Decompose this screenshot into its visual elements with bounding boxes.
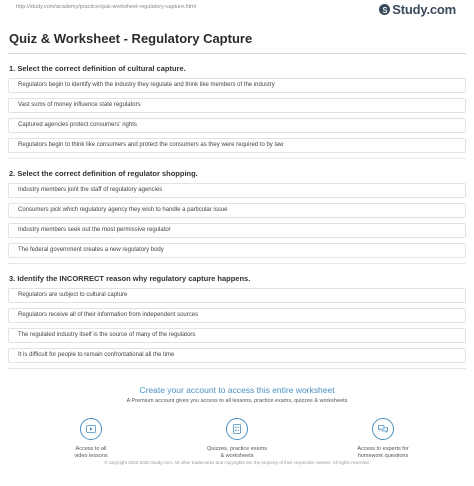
answer-option[interactable]: Regulators receive all of their information from independent sources xyxy=(8,308,466,323)
question-3 xyxy=(8,274,466,369)
answer-option[interactable]: Regulators are subject to cultural capture xyxy=(8,288,466,303)
feature-label: Quizzes, practice exams & worksheets xyxy=(207,446,267,459)
answer-option[interactable]: Consumers pick which regulatory agency they wish to handle a particular issue xyxy=(8,203,466,218)
question-divider xyxy=(8,263,466,264)
study-logo[interactable] xyxy=(379,2,456,17)
feature-label: Access to all video lessons xyxy=(74,446,108,459)
copyright-footer: © copyright 2003-2020 Study.com. All other trademarks and copyrights are the property of their respective owners. All rights reserved. xyxy=(104,460,370,465)
question-divider xyxy=(8,158,466,159)
question-text: 2. Select the correct definition of regulator shopping. xyxy=(9,169,198,178)
play-video-icon xyxy=(80,418,102,440)
answer-option[interactable]: The federal government creates a new regulatory body xyxy=(8,243,466,258)
answer-option[interactable]: Vast sums of money influence state regulators xyxy=(8,98,466,113)
question-divider xyxy=(8,368,466,369)
signup-cta xyxy=(8,385,466,460)
page-title: Quiz & Worksheet - Regulatory Capture xyxy=(9,31,253,46)
feature-experts xyxy=(348,418,418,460)
question-2 xyxy=(8,169,466,264)
answer-option[interactable]: It is difficult for people to remain confrontational all the time xyxy=(8,348,466,363)
feature-video-lessons xyxy=(56,418,126,460)
top-bar xyxy=(8,0,466,18)
cta-subtitle: A Premium account gives you access to all lessons, practice exams, quizzes & worksheets xyxy=(126,398,348,404)
answer-option[interactable]: Industry members joint the staff of regulatory agencies xyxy=(8,183,466,198)
answer-option[interactable]: Regulators begin to identify with the industry they regulate and think like members of the industry xyxy=(8,78,466,93)
question-text: 1. Select the correct definition of cultural capture. xyxy=(9,64,186,73)
quiz-checklist-icon xyxy=(226,418,248,440)
create-account-link[interactable]: Create your account to access this entire worksheet xyxy=(139,385,335,395)
feature-quizzes xyxy=(202,418,272,460)
title-divider xyxy=(8,53,466,54)
answer-option[interactable]: Industry members seek out the most permissive regulator xyxy=(8,223,466,238)
feature-label: Access to experts for homework questions xyxy=(357,446,409,459)
answer-option[interactable]: Regulators begin to think like consumers and protect the consumers as they were required to by law xyxy=(8,138,466,153)
answer-option[interactable]: Captured agencies protect consumers' rights xyxy=(8,118,466,133)
question-1 xyxy=(8,64,466,159)
question-text: 3. Identify the INCORRECT reason why regulatory capture happens. xyxy=(9,274,251,283)
circled-s-icon xyxy=(379,4,390,15)
chat-bubbles-icon xyxy=(372,418,394,440)
page-url: http://study.com/academy/practice/quiz-worksheet-regulatory-capture.html xyxy=(16,4,196,10)
logo-text: Study.com xyxy=(392,2,456,17)
premium-features xyxy=(8,418,466,460)
answer-option[interactable]: The regulated industry itself is the source of many of the regulators xyxy=(8,328,466,343)
